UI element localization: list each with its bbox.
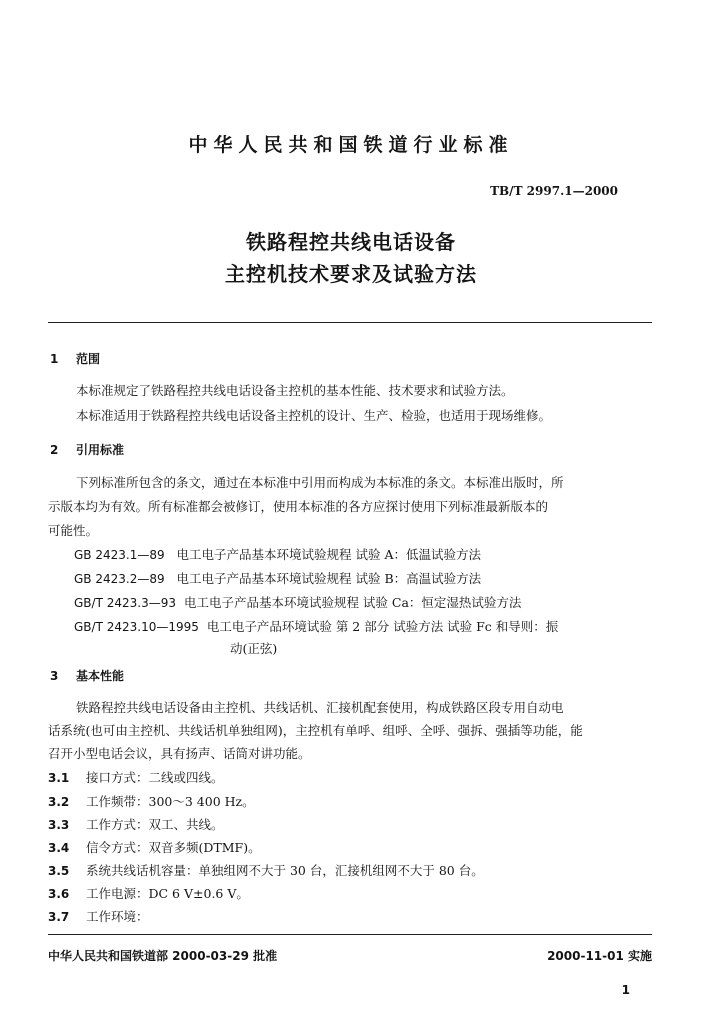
performance-item xyxy=(48,907,149,925)
section-title: 基本性能 xyxy=(76,669,125,683)
reference-code: GB/T 2423.3—93 xyxy=(74,596,176,610)
section-1-paragraph: 本标准规定了铁路程控共线电话设备主控机的基本性能、技术要求和试验方法。 xyxy=(76,383,514,398)
item-number: 3.4 xyxy=(48,841,70,855)
performance-item xyxy=(48,838,261,856)
performance-item xyxy=(48,861,484,879)
issuing-authority-title: 中华人民共和国铁道行业标准 xyxy=(188,134,514,156)
reference-code: GB 2423.1—89 xyxy=(74,548,165,562)
reference-code: GB/T 2423.10—1995 xyxy=(74,620,199,634)
implementation-date: 2000-11-01 实施 xyxy=(547,949,652,963)
reference-title: 电工电子产品基本环境试验规程 试验 A：低温试验方法 xyxy=(176,547,482,562)
approval-statement: 中华人民共和国铁道部 2000-03-29 批准 xyxy=(48,949,278,963)
section-3-intro-line: 话系统(也可由主控机、共线话机单独组网)，主控机有单呼、组呼、全呼、强拆、强插等功能，能 xyxy=(48,723,583,738)
standard-number: TB/T 2997.1—2000 xyxy=(490,184,618,198)
document-title-line2: 主控机技术要求及试验方法 xyxy=(225,262,477,286)
item-text: 系统共线话机容量：单独组网不大于 30 台，汇接机组网不大于 80 台。 xyxy=(86,863,484,878)
item-text: 工作频带：300～3 400 Hz。 xyxy=(86,794,255,809)
reference-standard xyxy=(74,545,481,563)
section-2-intro-line: 可能性。 xyxy=(48,523,99,538)
item-text: 工作环境： xyxy=(86,909,149,924)
reference-standard xyxy=(74,617,558,635)
performance-item xyxy=(48,884,249,902)
section-3-heading xyxy=(50,667,124,684)
reference-title-continuation: 动(正弦) xyxy=(230,641,278,656)
section-number: 2 xyxy=(50,443,59,457)
reference-title: 电工电子产品基本环境试验规程 试验 Ca：恒定湿热试验方法 xyxy=(183,595,522,610)
item-number: 3.6 xyxy=(48,887,70,901)
section-number: 1 xyxy=(50,352,59,366)
title-separator-rule xyxy=(48,322,652,323)
item-text: 工作方式：双工、共线。 xyxy=(86,817,224,832)
page-number: 1 xyxy=(621,983,630,997)
item-number: 3.2 xyxy=(48,795,70,809)
item-text: 信令方式：双音多频(DTMF)。 xyxy=(86,840,261,855)
item-number: 3.5 xyxy=(48,864,70,878)
section-2-intro-line: 下列标准所包含的条文，通过在本标准中引用而构成为本标准的条文。本标准出版时，所 xyxy=(76,475,564,490)
reference-title: 电工电子产品环境试验 第 2 部分 试验方法 试验 Fc 和导则：振 xyxy=(206,619,559,634)
item-text: 接口方式：二线或四线。 xyxy=(86,770,224,785)
section-1-paragraph: 本标准适用于铁路程控共线电话设备主控机的设计、生产、检验，也适用于现场维修。 xyxy=(76,408,552,423)
section-number: 3 xyxy=(50,669,59,683)
section-title: 引用标准 xyxy=(76,443,125,457)
section-3-intro-line: 召开小型电话会议，具有扬声、话筒对讲功能。 xyxy=(48,746,311,761)
item-number: 3.7 xyxy=(48,910,70,924)
performance-item xyxy=(48,768,224,786)
section-title: 范围 xyxy=(76,352,101,366)
footer-separator-rule xyxy=(48,934,652,935)
reference-standard xyxy=(74,569,481,587)
section-3-intro-line: 铁路程控共线电话设备由主控机、共线话机、汇接机配套使用，构成铁路区段专用自动电 xyxy=(76,700,564,715)
item-text: 工作电源：DC 6 V±0.6 V。 xyxy=(86,886,249,901)
item-number: 3.3 xyxy=(48,818,70,832)
reference-title: 电工电子产品基本环境试验规程 试验 B：高温试验方法 xyxy=(176,571,482,586)
reference-code: GB 2423.2—89 xyxy=(74,572,165,586)
section-2-heading xyxy=(50,441,124,458)
performance-item xyxy=(48,815,224,833)
reference-standard xyxy=(74,593,521,611)
performance-item xyxy=(48,792,255,810)
item-number: 3.1 xyxy=(48,771,70,785)
section-2-intro-line: 示版本均为有效。所有标准都会被修订，使用本标准的各方应探讨使用下列标准最新版本的 xyxy=(48,499,549,514)
document-title-line1: 铁路程控共线电话设备 xyxy=(246,230,456,254)
section-1-heading xyxy=(50,350,100,367)
